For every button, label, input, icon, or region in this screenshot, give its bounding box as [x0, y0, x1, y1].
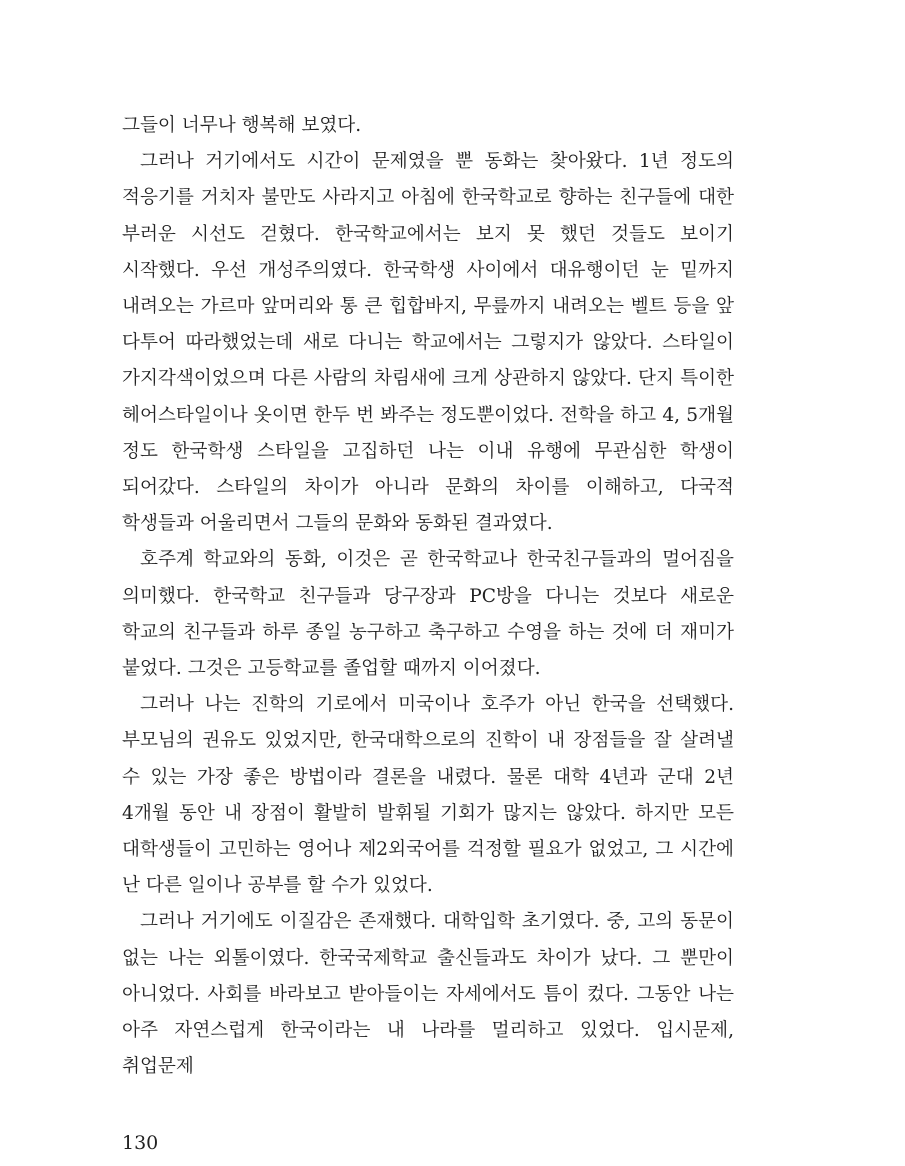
paragraph-3: 호주계 학교와의 동화, 이것은 곧 한국학교나 한국친구들과의 멀어짐을 의미했다. 한국학교 친구들과 당구장과 PC방을 다니는 것보다 새로운 학교의 친구들과 하루 종일 농구하고 축구하고 수영을 하는 것에 더 재미가 붙었다. 그것은 고등학교를 졸업할 때까지 이어졌다.	[122, 549, 734, 680]
page-number: 130	[122, 1132, 159, 1154]
paragraph-2: 그러나 거기에서도 시간이 문제였을 뿐 동화는 찾아왔다. 1년 정도의 적응기를 거치자 불만도 사라지고 아침에 한국학교로 향하는 친구들에 대한 부러운 시선도 걷혔다. 한국학교에서는 보지 못 했던 것들도 보이기 시작했다. 우선 개성주의였다. 한국학생 사이에서 대유행이던 눈 밑까지 내려오는 가르마 앞머리와 통 큰 힙합바지, 무릎까지 내려오는 벨트 등을 앞 다투어 따라했었는데 새로 다니는 학교에서는 그렇지가 않았다. 스타일이 가지각색이었으며 다른 사람의 차림새에 크게 상관하지 않았다. 단지 특이한 헤어스타일이나 옷이면 한두 번 봐주는 정도뿐이었다. 전학을 하고 4, 5개월 정도 한국학생 스타일을 고집하던 나는 이내 유행에 무관심한 학생이 되어갔다. 스타일의 차이가 아니라 문화의 차이를 이해하고, 다국적 학생들과 어울리면서 그들의 문화와 동화된 결과였다.	[122, 151, 734, 535]
paragraph-5: 그러나 거기에도 이질감은 존재했다. 대학입학 초기였다. 중, 고의 동문이 없는 나는 외톨이였다. 한국국제학교 출신들과도 차이가 났다. 그 뿐만이 아니었다. 사회를 바라보고 받아들이는 자세에서도 틈이 컸다. 그동안 나는 아주 자연스럽게 한국이라는 내 나라를 멀리하고 있었다. 입시문제, 취업문제	[122, 911, 734, 1078]
paragraph-1: 그들이 너무나 행복해 보였다.	[122, 115, 362, 136]
page-body	[122, 108, 734, 1085]
paragraph-4: 그러나 나는 진학의 기로에서 미국이나 호주가 아닌 한국을 선택했다. 부모님의 권유도 있었지만, 한국대학으로의 진학이 내 장점들을 잘 살려낼 수 있는 가장 좋은 방법이라 결론을 내렸다. 물론 대학 4년과 군대 2년 4개월 동안 내 장점이 활발히 발휘될 기회가 많지는 않았다. 하지만 모든 대학생들이 고민하는 영어나 제2외국어를 걱정할 필요가 없었고, 그 시간에 난 다른 일이나 공부를 할 수가 있었다.	[122, 694, 734, 897]
